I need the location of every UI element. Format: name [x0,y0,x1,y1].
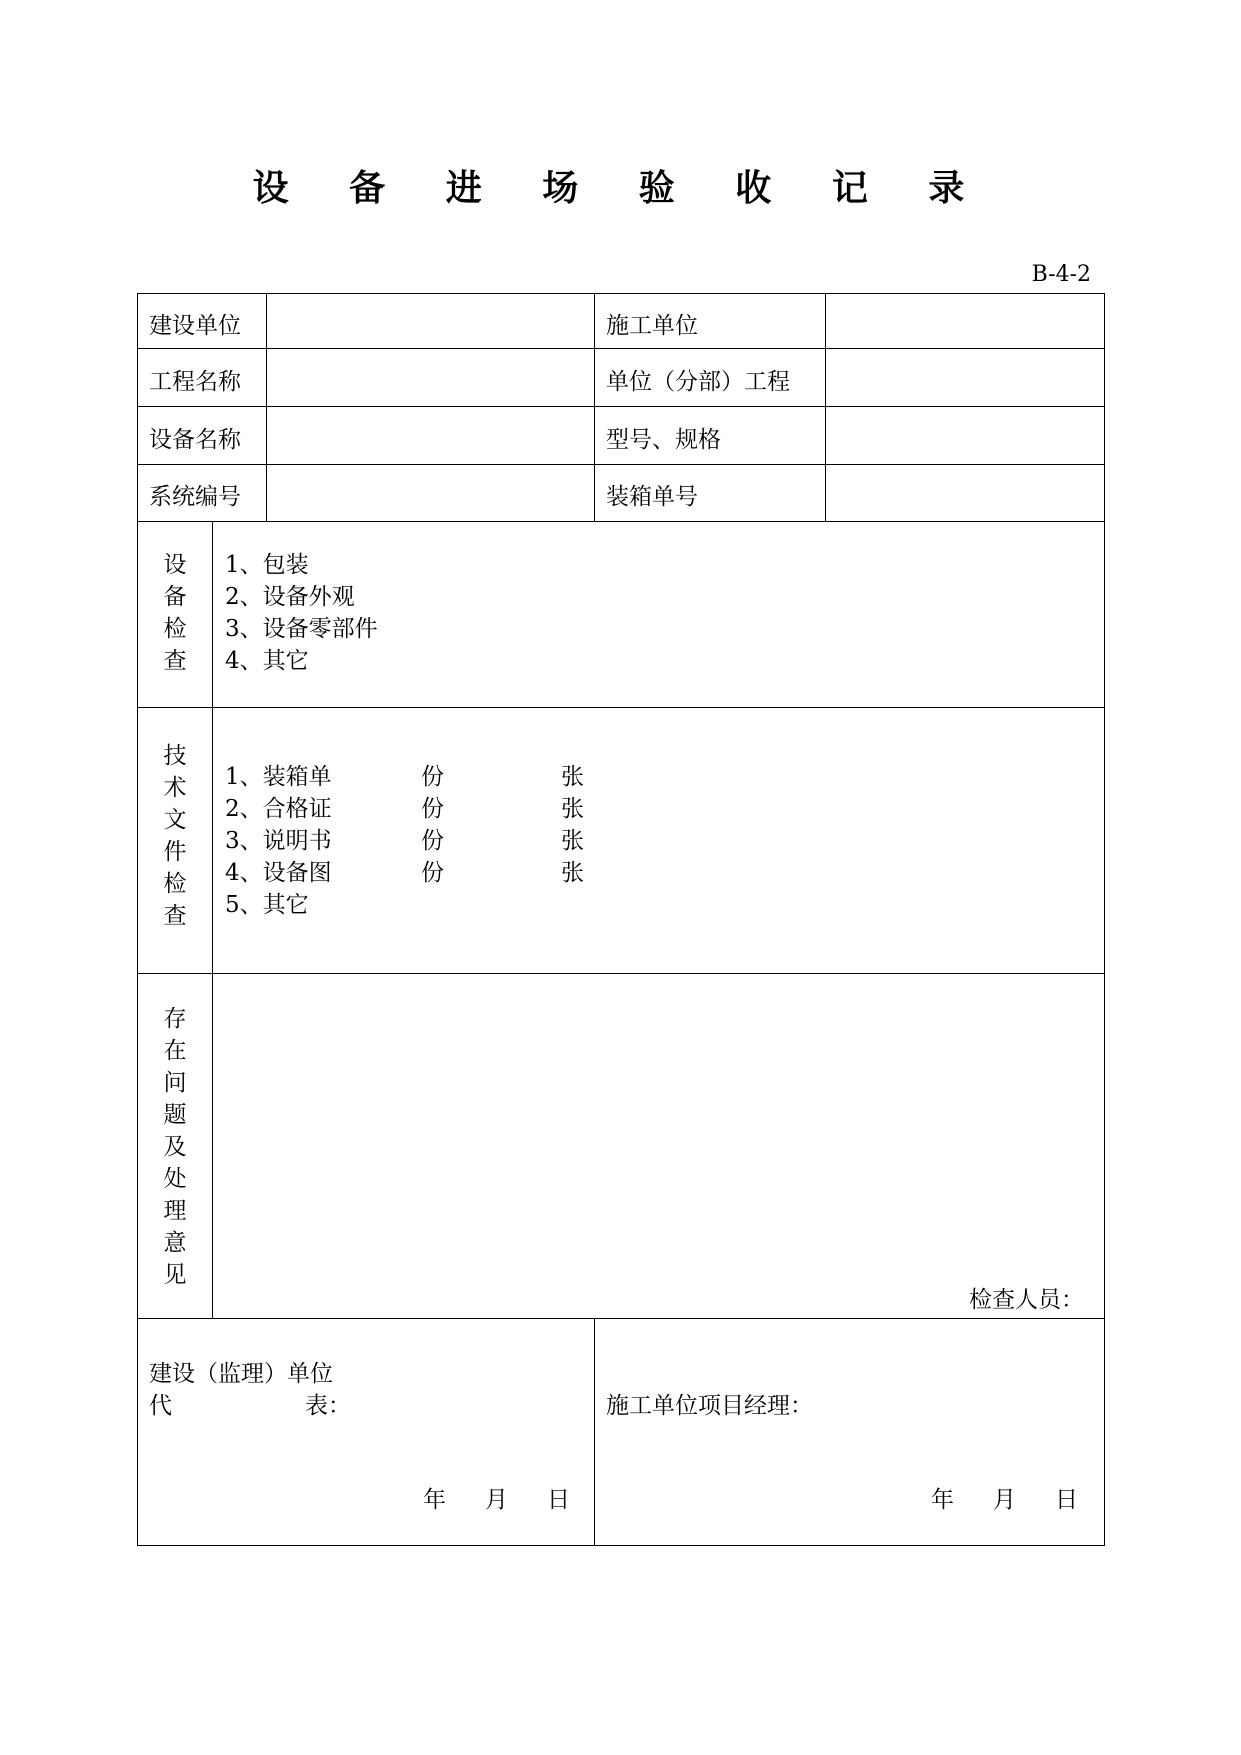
equipment-check-label: 设 备 检 查 [163,552,187,674]
inspector-label: 检查人员： [969,1287,1084,1313]
copies-unit: 份 [421,764,444,790]
system-number-label: 系统编号 [149,484,241,510]
model-spec-label: 型号、规格 [606,427,721,453]
copies-unit: 份 [421,860,444,886]
row-divider [137,1318,1105,1319]
doc-name: 3、说明书 [225,828,332,854]
inspection-form-table [137,293,1105,1546]
page-title: 设 备 进 场 验 收 记 录 [252,167,989,209]
list-item: 3、设备零部件 [225,616,378,642]
tech-docs-label: 技 术 文 件 检 查 [163,743,187,929]
row-divider [137,348,1105,349]
table-border-left [137,293,138,1546]
equipment-check-list [225,549,378,677]
project-name-label: 工程名称 [149,369,241,395]
doc-name: 4、设备图 [225,860,332,886]
list-item: 1、包装 [225,552,309,578]
right-date-month: 月 [993,1487,1016,1513]
representative-label-b: 表： [305,1393,351,1419]
contractor-pm-label: 施工单位项目经理： [606,1393,813,1419]
list-item [225,825,825,857]
left-date-day: 日 [547,1487,570,1513]
left-date-year: 年 [423,1487,446,1513]
owner-supervisor-label: 建设（监理）单位 [149,1361,333,1387]
doc-name: 1、装箱单 [225,764,332,790]
doc-name: 5、其它 [225,892,309,918]
list-item [225,857,825,889]
equipment-name-label: 设备名称 [149,427,241,453]
right-date-year: 年 [931,1487,954,1513]
sheets-unit: 张 [561,828,584,854]
right-date-day: 日 [1055,1487,1078,1513]
col-divider [594,293,595,522]
col-divider [825,293,826,522]
list-item [225,889,825,921]
signature-col-divider [594,1318,595,1546]
list-item [225,761,825,793]
list-item: 2、设备外观 [225,584,355,610]
form-code: B-4-2 [1031,262,1091,287]
row-divider [137,707,1105,708]
sub-project-label: 单位（分部）工程 [606,369,790,395]
issues-label: 存 在 问 题 及 处 理 意 见 [163,1006,187,1288]
copies-unit: 份 [421,796,444,822]
tech-docs-list [225,761,825,921]
sheets-unit: 张 [561,860,584,886]
row-divider [137,406,1105,407]
list-item [225,793,825,825]
representative-label-a: 代 [149,1393,172,1419]
list-item: 4、其它 [225,648,309,674]
issues-field[interactable] [213,974,1104,1318]
construction-unit-label: 建设单位 [149,313,241,339]
contractor-unit-label: 施工单位 [606,313,698,339]
table-border-bottom [137,1545,1105,1546]
col-divider [266,293,267,522]
table-border-right [1104,293,1105,1546]
row-divider [137,521,1105,522]
copies-unit: 份 [421,828,444,854]
left-date-month: 月 [485,1487,508,1513]
packing-list-number-label: 装箱单号 [606,484,698,510]
row-divider [137,464,1105,465]
sheets-unit: 张 [561,796,584,822]
table-border-top [137,293,1105,294]
sheets-unit: 张 [561,764,584,790]
doc-name: 2、合格证 [225,796,332,822]
